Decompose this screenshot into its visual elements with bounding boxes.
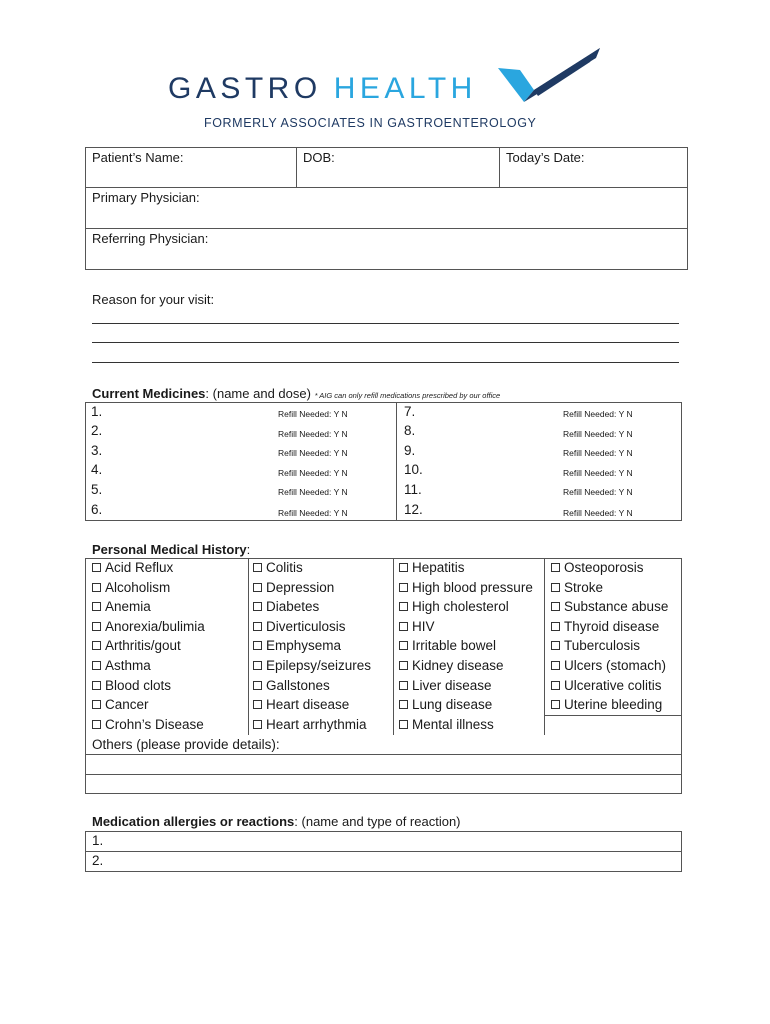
refill-needed[interactable]: Refill Needed: Y N (563, 468, 633, 478)
history-option-label: Arthritis/gout (105, 638, 181, 653)
history-option-label: Asthma (105, 658, 151, 673)
history-divider (393, 558, 394, 735)
checkbox-icon[interactable] (399, 681, 408, 690)
history-option[interactable] (399, 678, 492, 693)
refill-needed[interactable]: Refill Needed: Y N (278, 487, 348, 497)
allergies-divider (85, 851, 682, 852)
history-option-label: Depression (266, 580, 335, 595)
checkbox-icon[interactable] (399, 700, 408, 709)
checkbox-icon[interactable] (92, 681, 101, 690)
history-option[interactable] (92, 658, 151, 673)
history-option[interactable] (253, 638, 341, 653)
history-option[interactable] (399, 560, 465, 575)
history-option[interactable] (399, 580, 533, 595)
dob-label: DOB: (303, 150, 335, 165)
history-option-label: Crohn’s Disease (105, 717, 204, 732)
history-option-label: Acid Reflux (105, 560, 174, 575)
checkbox-icon[interactable] (92, 700, 101, 709)
referring-physician-field[interactable] (85, 228, 688, 270)
allergy-row[interactable]: 1. (92, 833, 104, 848)
med-number[interactable]: 1. (91, 404, 103, 419)
history-divider (544, 715, 682, 716)
logo-subtitle: FORMERLY ASSOCIATES IN GASTROENTEROLOGY (204, 116, 537, 130)
history-option[interactable] (551, 638, 640, 653)
med-number[interactable]: 3. (91, 443, 103, 458)
checkbox-icon[interactable] (92, 583, 101, 592)
history-option[interactable] (253, 678, 330, 693)
history-option-label: Kidney disease (412, 658, 504, 673)
reason-line[interactable] (92, 362, 679, 363)
history-option-label: Ulcerative colitis (564, 678, 662, 693)
checkbox-icon[interactable] (253, 720, 262, 729)
reason-label: Reason for your visit: (92, 292, 215, 307)
checkbox-icon[interactable] (551, 641, 560, 650)
dob-field[interactable] (296, 147, 500, 188)
checkbox-icon[interactable] (399, 583, 408, 592)
history-option[interactable] (92, 678, 171, 693)
logo-check-icon (494, 44, 604, 106)
med-number[interactable]: 9. (404, 443, 416, 458)
history-option-label: Gallstones (266, 678, 330, 693)
history-option-label: Colitis (266, 560, 303, 575)
history-option[interactable] (399, 658, 504, 673)
history-option[interactable] (92, 599, 151, 614)
checkbox-icon[interactable] (551, 700, 560, 709)
medicines-note: * AIG can only refill medications prescribed by our office (314, 391, 501, 400)
checkbox-icon[interactable] (92, 602, 101, 611)
logo-word-gastro: GASTRO (168, 72, 322, 105)
allergies-subtitle: : (name and type of reaction) (294, 814, 461, 829)
history-option-label: HIV (412, 619, 435, 634)
history-option[interactable] (551, 580, 603, 595)
history-option-label: Liver disease (412, 678, 492, 693)
history-option-label: Irritable bowel (412, 638, 497, 653)
history-divider (544, 558, 545, 735)
history-option-label: Uterine bleeding (564, 697, 663, 712)
history-heading (92, 542, 250, 557)
history-option[interactable] (551, 658, 666, 673)
history-option[interactable] (253, 658, 371, 673)
history-option[interactable] (92, 580, 170, 595)
history-option[interactable] (253, 697, 349, 712)
others-details-row[interactable] (86, 755, 681, 774)
history-option[interactable] (551, 560, 644, 575)
checkbox-icon[interactable] (399, 641, 408, 650)
history-option[interactable] (253, 717, 367, 732)
history-title: Personal Medical History (92, 542, 247, 557)
checkbox-icon[interactable] (551, 583, 560, 592)
history-option[interactable] (399, 619, 435, 634)
history-option-label: Substance abuse (564, 599, 669, 614)
patient-name-label: Patient’s Name: (92, 150, 184, 165)
checkbox-icon[interactable] (253, 681, 262, 690)
allergies-title: Medication allergies or reactions (92, 814, 295, 829)
allergies-heading (92, 814, 461, 829)
refill-needed[interactable]: Refill Needed: Y N (563, 448, 633, 458)
history-option-label: High cholesterol (412, 599, 509, 614)
history-option[interactable] (399, 599, 509, 614)
checkbox-icon[interactable] (92, 622, 101, 631)
todays-date-label: Today’s Date: (506, 150, 585, 165)
med-number[interactable]: 4. (91, 462, 103, 477)
checkbox-icon[interactable] (92, 720, 101, 729)
checkbox-icon[interactable] (551, 622, 560, 631)
med-number[interactable]: 10. (404, 462, 423, 477)
history-option[interactable] (92, 560, 173, 575)
history-option-label: Stroke (564, 580, 604, 595)
history-option-label: Heart disease (266, 697, 350, 712)
history-option-label: High blood pressure (412, 580, 533, 595)
others-details-row[interactable] (86, 775, 681, 793)
med-number[interactable]: 8. (404, 423, 416, 438)
checkbox-icon[interactable] (253, 661, 262, 670)
history-option[interactable] (399, 638, 496, 653)
history-option-label: Mental illness (412, 717, 494, 732)
referring-physician-label: Referring Physician: (92, 231, 209, 246)
history-option[interactable] (551, 678, 662, 693)
history-option[interactable] (92, 619, 205, 634)
history-option[interactable] (399, 697, 492, 712)
refill-needed[interactable]: Refill Needed: Y N (278, 508, 348, 518)
history-option-label: Epilepsy/seizures (266, 658, 372, 673)
refill-needed[interactable]: Refill Needed: Y N (278, 448, 348, 458)
refill-needed[interactable]: Refill Needed: Y N (278, 468, 348, 478)
history-option-label: Blood clots (105, 678, 172, 693)
refill-needed[interactable]: Refill Needed: Y N (563, 409, 633, 419)
reason-line[interactable] (92, 342, 679, 343)
history-option-label: Lung disease (412, 697, 493, 712)
history-option[interactable] (551, 599, 668, 614)
checkbox-icon[interactable] (399, 720, 408, 729)
checkbox-icon[interactable] (253, 622, 262, 631)
medicines-divider (396, 402, 397, 521)
refill-needed[interactable]: Refill Needed: Y N (278, 409, 348, 419)
med-number[interactable]: 11. (404, 482, 422, 497)
history-option-label: Osteoporosis (564, 560, 644, 575)
todays-date-field[interactable] (499, 147, 688, 188)
checkbox-icon[interactable] (399, 602, 408, 611)
logo-word-health: HEALTH (333, 72, 477, 105)
history-option[interactable] (92, 717, 204, 732)
refill-needed[interactable]: Refill Needed: Y N (563, 508, 633, 518)
checkbox-icon[interactable] (253, 563, 262, 572)
history-option[interactable] (399, 717, 494, 732)
refill-needed[interactable]: Refill Needed: Y N (563, 487, 633, 497)
checkbox-icon[interactable] (399, 622, 408, 631)
history-option-label: Emphysema (266, 638, 342, 653)
primary-physician-field[interactable] (85, 187, 688, 229)
med-number[interactable]: 6. (91, 502, 103, 517)
checkbox-icon[interactable] (551, 661, 560, 670)
checkbox-icon[interactable] (551, 681, 560, 690)
history-option[interactable] (551, 697, 662, 712)
checkbox-icon[interactable] (253, 641, 262, 650)
medicines-heading (92, 386, 500, 401)
logo-wordmark (168, 72, 477, 106)
history-divider (248, 558, 249, 735)
history-option[interactable] (253, 560, 303, 575)
history-option[interactable] (253, 619, 346, 634)
history-option-label: Tuberculosis (564, 638, 641, 653)
checkbox-icon[interactable] (92, 641, 101, 650)
refill-needed[interactable]: Refill Needed: Y N (278, 429, 348, 439)
medicines-subtitle: : (name and dose) (205, 386, 311, 401)
reason-line[interactable] (92, 323, 679, 324)
history-option-label: Hepatitis (412, 560, 465, 575)
medicines-title: Current Medicines (92, 386, 206, 401)
patient-name-field[interactable] (85, 147, 297, 188)
checkbox-icon[interactable] (253, 583, 262, 592)
history-option[interactable] (92, 697, 149, 712)
others-label: Others (please provide details): (92, 737, 280, 752)
history-option-label: Diabetes (266, 599, 320, 614)
med-number[interactable]: 5. (91, 482, 103, 497)
history-option[interactable] (551, 619, 659, 634)
history-option[interactable] (253, 580, 334, 595)
checkbox-icon[interactable] (253, 602, 262, 611)
history-option-label: Cancer (105, 697, 149, 712)
history-option-label: Diverticulosis (266, 619, 346, 634)
history-option-label: Anemia (105, 599, 151, 614)
checkbox-icon[interactable] (551, 602, 560, 611)
history-option-label: Anorexia/bulimia (105, 619, 205, 634)
history-option-label: Ulcers (stomach) (564, 658, 667, 673)
medicines-table (85, 402, 682, 521)
checkbox-icon[interactable] (253, 700, 262, 709)
med-number[interactable]: 2. (91, 423, 103, 438)
checkbox-icon[interactable] (92, 563, 101, 572)
history-option-label: Thyroid disease (564, 619, 660, 634)
history-option[interactable] (92, 638, 181, 653)
checkbox-icon[interactable] (551, 563, 560, 572)
history-option-label: Heart arrhythmia (266, 717, 367, 732)
refill-needed[interactable]: Refill Needed: Y N (563, 429, 633, 439)
history-colon: : (246, 542, 251, 557)
checkbox-icon[interactable] (92, 661, 101, 670)
checkbox-icon[interactable] (399, 563, 408, 572)
allergy-row[interactable]: 2. (92, 853, 104, 868)
checkbox-icon[interactable] (399, 661, 408, 670)
history-option[interactable] (253, 599, 319, 614)
history-option-label: Alcoholism (105, 580, 171, 595)
med-number[interactable]: 12. (404, 502, 423, 517)
primary-physician-label: Primary Physician: (92, 190, 200, 205)
med-number[interactable]: 7. (404, 404, 416, 419)
